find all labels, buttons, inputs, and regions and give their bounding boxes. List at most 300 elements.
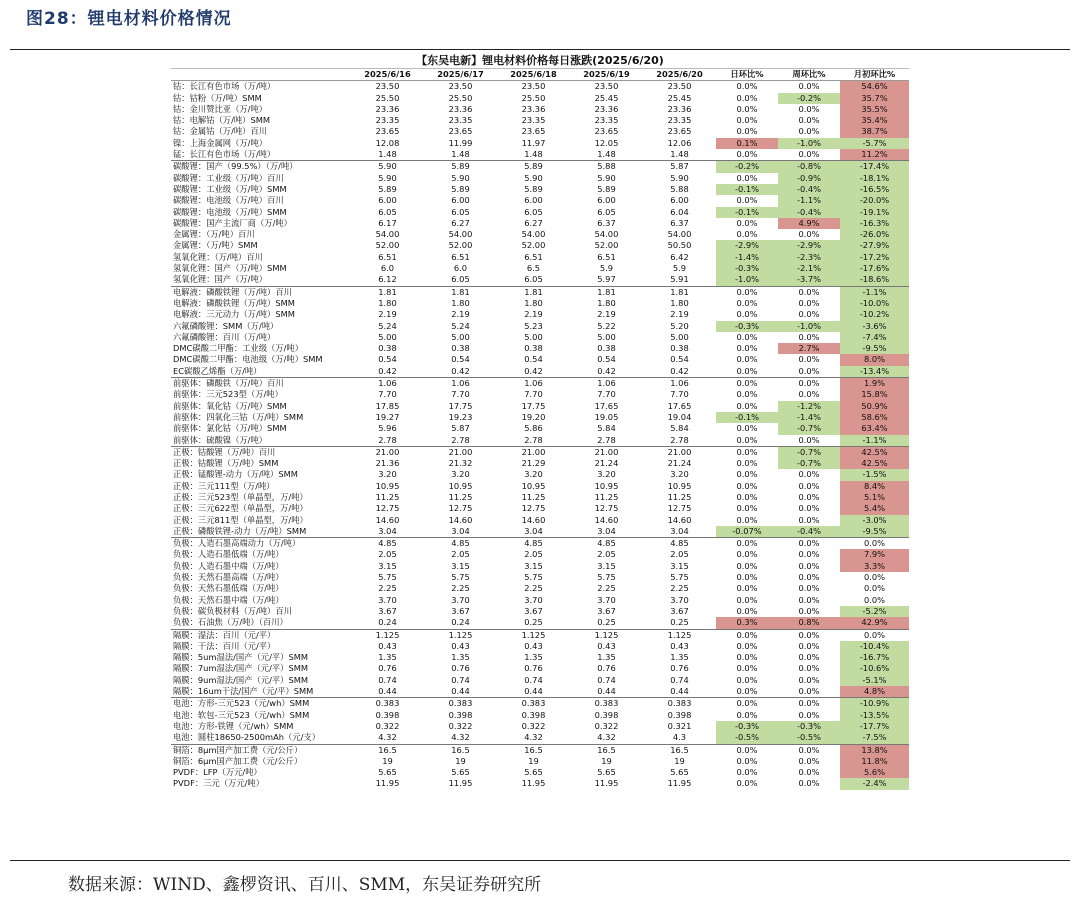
weekly-change-cell: 0.0%: [798, 652, 820, 663]
price-cell: 2.05: [378, 549, 397, 560]
daily-change-cell: 0.0%: [736, 423, 758, 434]
month-change-cell: -10.2%: [840, 309, 909, 320]
price-cell: 0.74: [597, 674, 616, 685]
price-cell: 5.91: [670, 274, 689, 285]
price-cell: 0.398: [375, 709, 400, 720]
price-cell: 19.27: [375, 411, 400, 422]
month-change-cell: -18.6%: [840, 274, 909, 286]
price-cell: 0.76: [524, 663, 543, 674]
item-name-cell: 氢氧化锂：（万/吨）百川: [173, 251, 263, 262]
price-cell: 0.38: [524, 343, 543, 354]
price-cell: 14.60: [521, 514, 546, 525]
price-cell: 17.85: [375, 400, 400, 411]
month-change-cell: -13.5%: [840, 710, 909, 721]
price-cell: 2.25: [378, 583, 397, 594]
price-cell: 6.00: [524, 195, 543, 206]
weekly-change-cell: 0.0%: [778, 538, 840, 550]
item-name-cell: 负极：人造石墨中端（万/吨）: [173, 560, 284, 571]
price-cell: 2.05: [670, 549, 689, 560]
price-cell: 23.36: [667, 103, 692, 114]
price-cell: 6.05: [524, 206, 543, 217]
item-name-cell: 正极：锰酸锂-动力（万/吨）SMM: [173, 469, 298, 480]
price-cell: 23.35: [521, 115, 546, 126]
item-name-cell: 碳酸锂：电池级（万/吨）SMM: [173, 206, 287, 217]
item-name-cell: 负极：天然石墨中端（万/吨）: [173, 594, 284, 605]
top-rule: [10, 49, 1070, 50]
month-change-cell: -20.0%: [840, 195, 909, 206]
price-cell: 0.38: [597, 343, 616, 354]
price-cell: 0.322: [521, 720, 546, 731]
daily-change-cell: 0.0%: [736, 458, 758, 469]
table-row: [171, 515, 909, 526]
price-cell: 54.00: [375, 229, 400, 240]
price-cell: 5.89: [451, 183, 470, 194]
price-cell: 19: [674, 755, 685, 766]
price-cell: 23.35: [594, 115, 619, 126]
price-cell: 5.65: [378, 767, 397, 778]
month-change-cell: 8.0%: [840, 354, 909, 365]
weekly-change-cell: 0.0%: [798, 674, 820, 685]
item-name-cell: 前驱体：氯化钴（万/吨）SMM: [173, 423, 287, 434]
price-cell: 6.05: [597, 206, 616, 217]
weekly-change-cell: -0.7%: [778, 446, 840, 458]
price-cell: 0.398: [521, 709, 546, 720]
month-change-cell: 3.3%: [840, 561, 909, 572]
price-cell: 12.75: [667, 503, 692, 514]
daily-change-cell: 0.0%: [736, 103, 758, 114]
item-name-cell: PVDF：LFP（万元/吨）: [173, 767, 262, 778]
price-cell: 6.05: [378, 206, 397, 217]
price-cell: 5.96: [378, 423, 397, 434]
daily-change-cell: 0.0%: [736, 767, 758, 778]
price-cell: 17.75: [448, 400, 473, 411]
month-change-cell: 0.0%: [863, 572, 886, 583]
price-cell: 11.25: [667, 491, 692, 502]
item-name-cell: 前驱体：氧化钴（万/吨）SMM: [173, 400, 287, 411]
table-row: [171, 298, 909, 309]
price-cell: 4.32: [378, 732, 397, 743]
price-cell: 23.35: [375, 115, 400, 126]
price-cell: 23.36: [594, 103, 619, 114]
price-cell: 0.383: [351, 698, 424, 710]
price-cell: 11.95: [594, 778, 619, 789]
weekly-change-cell: 0.0%: [798, 514, 820, 525]
table-row: [171, 778, 909, 789]
table-row: [171, 93, 909, 104]
price-cell: 12.75: [521, 503, 546, 514]
price-cell: 2.78: [378, 434, 397, 445]
price-cell: 1.81: [497, 286, 570, 298]
table-body: [171, 81, 909, 790]
header-cell: 2025/6/16: [351, 69, 424, 81]
price-cell: 1.80: [670, 297, 689, 308]
table-row: [171, 366, 909, 378]
item-name-cell: 隔膜：干法：百川（元/平）: [173, 640, 276, 651]
price-cell: 6.00: [670, 195, 689, 206]
price-cell: 0.38: [378, 343, 397, 354]
price-cell: 19.20: [521, 411, 546, 422]
price-cell: 5.89: [378, 183, 397, 194]
price-cell: 0.43: [451, 640, 470, 651]
daily-change-cell: 0.0%: [736, 331, 758, 342]
month-change-cell: -17.4%: [840, 161, 909, 173]
price-cell: 1.81: [424, 286, 497, 298]
weekly-change-cell: -0.2%: [778, 93, 840, 104]
price-cell: 12.08: [375, 137, 400, 148]
price-cell: 0.38: [451, 343, 470, 354]
month-change-cell: -10.9%: [840, 698, 909, 710]
table-row: [171, 218, 909, 229]
price-cell: 0.44: [670, 686, 689, 697]
table-row: [171, 721, 909, 732]
item-name-cell: 正极：三元523型（单晶型，万/吨）: [173, 491, 308, 502]
weekly-change-cell: -1.4%: [778, 412, 840, 423]
price-cell: 0.54: [451, 354, 470, 365]
price-cell: 5.84: [670, 423, 689, 434]
daily-change-cell: 0.0%: [716, 698, 778, 710]
price-cell: 17.65: [594, 400, 619, 411]
month-change-cell: 63.4%: [840, 423, 909, 434]
price-cell: 11.25: [521, 491, 546, 502]
weekly-change-cell: 0.0%: [798, 605, 820, 616]
item-name-cell: EC碳酸乙烯酯（万/吨）: [173, 365, 262, 376]
month-change-cell: -16.5%: [840, 184, 909, 195]
table-row: [171, 229, 909, 240]
weekly-change-cell: -0.4%: [778, 207, 840, 218]
price-cell: 1.48: [451, 149, 470, 160]
daily-change-cell: 0.0%: [736, 778, 758, 789]
item-name-cell: 铜箔：6μm国产加工费（元/公斤）: [173, 755, 303, 766]
price-cell: 14.60: [448, 514, 473, 525]
month-change-cell: -18.1%: [840, 173, 909, 184]
table-row: [171, 173, 909, 184]
price-cell: 5.75: [597, 572, 616, 583]
item-name-cell: 电池：方形-铁锂（元/wh）SMM: [173, 720, 294, 731]
month-change-cell: 35.5%: [840, 104, 909, 115]
weekly-change-cell: -0.4%: [778, 526, 840, 538]
month-change-cell: 0.0%: [840, 538, 909, 550]
item-name-cell: 六氟磷酸锂：百川（万/吨）: [173, 331, 276, 342]
weekly-change-cell: 0.0%: [798, 297, 820, 308]
price-cell: 1.48: [670, 149, 689, 160]
table-row: [171, 732, 909, 744]
table-row: [171, 115, 909, 126]
item-name-cell: 隔膜：5um湿法/国产（元/平）SMM: [173, 652, 309, 663]
price-cell: 0.322: [594, 720, 619, 731]
item-name-cell: 隔膜：9um湿法/国产（元/平）SMM: [173, 674, 309, 685]
price-cell: 1.125: [570, 629, 643, 641]
item-name-cell: 前驱体：四氧化三钴（万/吨）SMM: [173, 411, 304, 422]
price-cell: 52.00: [594, 240, 619, 251]
daily-change-cell: 0.0%: [736, 434, 758, 445]
month-change-cell: 4.8%: [840, 686, 909, 698]
daily-change-cell: 0.0%: [736, 92, 758, 103]
price-cell: 11.99: [448, 137, 473, 148]
table-row: [171, 309, 909, 320]
price-cell: 23.50: [448, 81, 473, 92]
item-name-cell: 钴：长江有色市场（万/吨）: [173, 81, 276, 92]
item-name-cell: 氢氧化锂：国产（万/吨）: [173, 274, 268, 285]
table-row: [171, 343, 909, 354]
price-cell: 0.44: [451, 686, 470, 697]
weekly-change-cell: 0.0%: [798, 755, 820, 766]
table-row: [171, 263, 909, 274]
weekly-change-cell: 0.0%: [798, 126, 820, 137]
item-name-cell: 电池：圆柱18650-2500mAh（元/支）: [173, 732, 320, 743]
price-cell: 16.5: [424, 744, 497, 756]
price-cell: 4.32: [451, 732, 470, 743]
price-cell: 0.43: [378, 640, 397, 651]
price-cell: 0.398: [594, 709, 619, 720]
table-row: [171, 606, 909, 617]
weekly-change-cell: -1.2%: [778, 401, 840, 412]
weekly-change-cell: 0.0%: [798, 115, 820, 126]
price-cell: 5.88: [670, 183, 689, 194]
price-cell: 3.70: [597, 594, 616, 605]
price-cell: 1.35: [378, 652, 397, 663]
price-cell: 3.15: [378, 560, 397, 571]
month-change-cell: 11.8%: [840, 756, 909, 767]
table-row: [171, 149, 909, 161]
price-cell: 6.37: [670, 217, 689, 228]
month-change-cell: -5.1%: [840, 675, 909, 686]
month-change-cell: 0.0%: [840, 629, 909, 641]
price-cell: 0.43: [597, 640, 616, 651]
weekly-change-cell: 0.0%: [798, 331, 820, 342]
price-cell: 23.35: [667, 115, 692, 126]
price-cell: 2.78: [597, 434, 616, 445]
month-change-cell: -9.5%: [840, 526, 909, 538]
price-cell: 25.45: [667, 92, 692, 103]
price-cell: 6.00: [378, 195, 397, 206]
item-name-cell: 镍：上海金属网（万/吨）: [173, 137, 268, 148]
item-name-cell: 正极：三元622型（单晶型，万/吨）: [173, 503, 308, 514]
price-cell: 1.80: [451, 297, 470, 308]
price-cell: 0.43: [524, 640, 543, 651]
item-name-cell: 钴：钴粉（万/吨）SMM: [173, 92, 262, 103]
weekly-change-cell: -2.9%: [778, 240, 840, 251]
price-cell: 3.67: [378, 605, 397, 616]
price-cell: 1.06: [643, 378, 716, 390]
item-name-cell: 碳酸锂：国产主流厂商（万/吨）: [173, 217, 292, 228]
price-cell: 1.06: [351, 378, 424, 390]
price-cell: 1.35: [524, 652, 543, 663]
item-name-cell: 金属锂：（万/吨）百川: [173, 229, 255, 240]
month-change-cell: 58.6%: [840, 412, 909, 423]
price-cell: 0.42: [670, 365, 689, 376]
table-row: [171, 744, 909, 756]
weekly-change-cell: 0.0%: [798, 549, 820, 560]
price-cell: 5.23: [524, 320, 543, 331]
daily-change-cell: 0.0%: [736, 149, 758, 160]
price-cell: 21.00: [570, 446, 643, 458]
price-cell: 0.43: [670, 640, 689, 651]
price-cell: 5.89: [597, 183, 616, 194]
header-row: [171, 69, 909, 81]
header-cell: 2025/6/17: [424, 69, 497, 81]
daily-change-cell: -0.07%: [716, 526, 778, 538]
table-row: [171, 469, 909, 480]
daily-change-cell: 0.0%: [736, 663, 758, 674]
price-cell: 6.05: [524, 274, 543, 285]
month-change-cell: -10.6%: [840, 663, 909, 674]
price-table-panel: [171, 54, 909, 790]
header-cell: 月初环比%: [840, 69, 909, 81]
price-cell: 0.25: [597, 617, 616, 628]
price-cell: 25.45: [594, 92, 619, 103]
price-cell: 2.25: [597, 583, 616, 594]
daily-change-cell: 0.0%: [736, 572, 758, 583]
price-cell: 1.06: [497, 378, 570, 390]
table-row: [171, 332, 909, 343]
daily-change-cell: 0.0%: [736, 217, 758, 228]
price-cell: 23.36: [521, 103, 546, 114]
price-cell: 1.125: [497, 629, 570, 641]
daily-change-cell: -1.0%: [716, 274, 778, 286]
price-cell: 0.44: [597, 686, 616, 697]
table-row: [171, 652, 909, 663]
table-row: [171, 617, 909, 629]
daily-change-cell: 0.0%: [736, 605, 758, 616]
price-cell: 7.70: [670, 389, 689, 400]
item-name-cell: 钴：电解钴（万/吨）SMM: [173, 115, 271, 126]
month-change-cell: -17.7%: [840, 721, 909, 732]
daily-change-cell: 0.0%: [736, 400, 758, 411]
month-change-cell: -5.7%: [840, 138, 909, 149]
month-change-cell: 50.9%: [840, 401, 909, 412]
price-cell: 6.42: [670, 251, 689, 262]
price-cell: 3.15: [670, 560, 689, 571]
weekly-change-cell: 0.0%: [798, 583, 820, 594]
price-cell: 5.65: [670, 767, 689, 778]
month-change-cell: -2.4%: [840, 778, 909, 789]
daily-change-cell: 0.0%: [736, 583, 758, 594]
price-cell: 6.37: [597, 217, 616, 228]
weekly-change-cell: -2.1%: [778, 263, 840, 274]
header-cell: 2025/6/19: [570, 69, 643, 81]
month-change-cell: 5.1%: [840, 492, 909, 503]
price-cell: 21.00: [643, 446, 716, 458]
price-cell: 1.125: [643, 629, 716, 641]
price-cell: 0.24: [378, 617, 397, 628]
daily-change-cell: -0.2%: [716, 161, 778, 173]
price-cell: 3.15: [524, 560, 543, 571]
table-row: [171, 252, 909, 263]
price-cell: 23.36: [375, 103, 400, 114]
price-cell: 5.90: [670, 172, 689, 183]
daily-change-cell: 0.0%: [736, 549, 758, 560]
month-change-cell: -1.5%: [840, 469, 909, 480]
price-cell: 1.125: [424, 629, 497, 641]
price-cell: 1.80: [524, 297, 543, 308]
price-cell: 3.67: [451, 605, 470, 616]
item-name-cell: 电池：软包-三元523（元/wh）SMM: [173, 709, 310, 720]
price-cell: 19.04: [667, 411, 692, 422]
price-cell: 0.74: [451, 674, 470, 685]
table-row: [171, 126, 909, 137]
daily-change-cell: 0.0%: [736, 503, 758, 514]
price-cell: 23.50: [375, 81, 400, 92]
table-row: [171, 354, 909, 365]
table-row: [171, 161, 909, 173]
price-cell: 1.48: [524, 149, 543, 160]
price-cell: 2.05: [597, 549, 616, 560]
table-row: [171, 81, 909, 93]
weekly-change-cell: -0.7%: [778, 423, 840, 434]
price-cell: 5.75: [378, 572, 397, 583]
price-cell: 19.23: [448, 411, 473, 422]
weekly-change-cell: 0.0%: [798, 572, 820, 583]
weekly-change-cell: 4.9%: [778, 218, 840, 229]
price-cell: 5.86: [524, 423, 543, 434]
table-row: [171, 286, 909, 298]
table-row: [171, 138, 909, 149]
month-change-cell: -26.0%: [840, 229, 909, 240]
price-cell: 17.75: [521, 400, 546, 411]
price-cell: 1.06: [424, 378, 497, 390]
daily-change-cell: 0.0%: [736, 640, 758, 651]
price-cell: 14.60: [375, 514, 400, 525]
weekly-change-cell: 0.0%: [778, 698, 840, 710]
table-row: [171, 561, 909, 572]
price-cell: 11.25: [375, 491, 400, 502]
price-cell: 6.27: [451, 217, 470, 228]
weekly-change-cell: -0.5%: [778, 732, 840, 744]
item-name-cell: 隔膜：16um干法/国产（元/平）SMM: [173, 686, 314, 697]
price-cell: 6.04: [670, 206, 689, 217]
price-cell: 2.19: [451, 309, 470, 320]
price-cell: 4.85: [497, 538, 570, 550]
price-cell: 5.89: [524, 183, 543, 194]
price-cell: 0.76: [451, 663, 470, 674]
price-cell: 5.24: [378, 320, 397, 331]
price-cell: 2.78: [524, 434, 543, 445]
price-cell: 10.95: [448, 480, 473, 491]
price-cell: 6.12: [378, 274, 397, 285]
price-cell: 0.398: [667, 709, 692, 720]
price-cell: 0.54: [597, 354, 616, 365]
price-cell: 12.75: [594, 503, 619, 514]
table-row: [171, 401, 909, 412]
item-name-cell: 钴：金属钴（万/吨）百川: [173, 126, 268, 137]
table-row: [171, 756, 909, 767]
price-cell: 5.65: [597, 767, 616, 778]
price-cell: 0.44: [378, 686, 397, 697]
price-cell: 23.50: [521, 81, 546, 92]
month-change-cell: 13.8%: [840, 744, 909, 756]
price-cell: 5.00: [597, 331, 616, 342]
item-name-cell: 前驱体：三元523型（万/吨）: [173, 389, 283, 400]
table-title: 【东吴电新】锂电材料价格每日涨跌(2025/6/20): [171, 54, 909, 69]
price-cell: 5.89: [497, 161, 570, 173]
price-cell: 11.25: [448, 491, 473, 502]
price-cell: 0.54: [524, 354, 543, 365]
daily-change-cell: 0.0%: [716, 286, 778, 298]
daily-change-cell: 0.0%: [736, 560, 758, 571]
item-name-cell: 正极：钴酸锂（万/吨）SMM: [173, 458, 279, 469]
table-row: [171, 641, 909, 652]
price-cell: 23.65: [375, 126, 400, 137]
price-cell: 0.322: [448, 720, 473, 731]
item-name-cell: 隔膜：7um湿法/国产（元/平）SMM: [173, 663, 309, 674]
price-cell: 16.5: [570, 744, 643, 756]
weekly-change-cell: -0.8%: [778, 161, 840, 173]
weekly-change-cell: -2.3%: [778, 252, 840, 263]
price-cell: 5.89: [424, 161, 497, 173]
month-change-cell: 1.9%: [840, 378, 909, 390]
month-change-cell: -3.0%: [840, 515, 909, 526]
table-row: [171, 195, 909, 206]
